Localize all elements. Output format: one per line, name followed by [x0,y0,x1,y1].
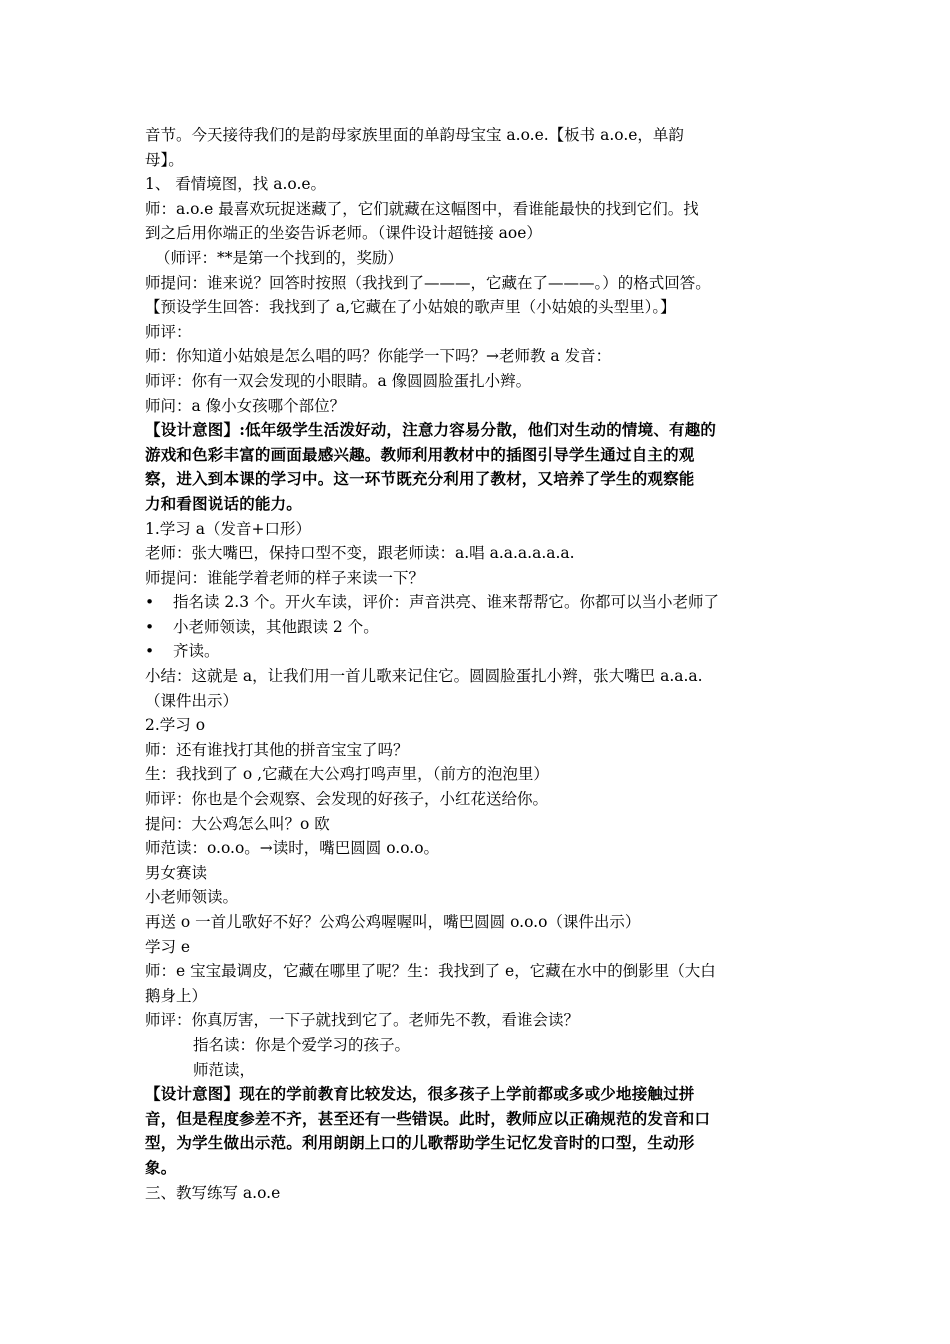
text-line: 师范读， [193,1060,256,1079]
section-heading: 三、教写练写 a.o.e [145,1183,281,1202]
text-line: 师范读：o.o.o。→读时，嘴巴圆圆 o.o.o。 [145,839,440,858]
text-line: 小结：这就是 a，让我们用一首儿歌来记住它。圆圆脸蛋扎小辫，张大嘴巴 a.a.a. [145,667,703,686]
text-line: 师提问：谁来说？回答时按照（我找到了———，它藏在了———。）的格式回答。 [145,273,711,292]
text-line: （课件出示） [145,691,239,710]
section-heading: 2.学习 o [145,716,206,735]
design-intent-line: 察，进入到本课的学习中。这一环节既充分利用了教材，又培养了学生的观察能 [145,469,695,489]
bullet-icon [145,615,173,640]
section-heading: 学习 e [145,937,191,956]
text-line: 师问：a 像小女孩哪个部位？ [145,396,346,415]
bullet-item [145,615,815,640]
text-line: 鹅身上） [145,986,208,1005]
design-intent-line: 象。 [145,1157,177,1177]
design-intent-line: 型，为学生做出示范。利用朗朗上口的儿歌帮助学生记忆发音时的口型，生动形 [145,1133,695,1153]
text-line: 师：你知道小姑娘是怎么唱的吗？你能学一下吗？→老师教 a 发音： [145,347,612,366]
text-line: 指名读：你是个爱学习的孩子。 [193,1035,411,1054]
text-line: 师：还有谁找打其他的拼音宝宝了吗？ [145,740,409,759]
bullet-item [145,639,815,664]
design-intent-line: 力和看图说话的能力。 [145,493,303,513]
text-line: 师评：你也是个会观察、会发现的好孩子，小红花送给你。 [145,790,549,809]
text-line: （师评：**是第一个找到的，奖励） [155,248,404,267]
design-intent-line: 【设计意图】现在的学前教育比较发达，很多孩子上学前都或多或少地接触过拼 [145,1084,695,1104]
text-line: 音节。今天接待我们的是韵母家族里面的单韵母宝宝 a.o.e.【板书 a.o.e，单韵 [145,126,684,144]
document-page [145,123,815,1205]
bullet-text: 指名读 2.3 个。开火车读，评价：声音洪亮、谁来帮帮它。你都可以当小老师了 [173,593,720,612]
text-line: 师评：你有一双会发现的小眼睛。a 像圆圆脸蛋扎小辫。 [145,371,532,390]
text-line: 师评： [145,322,192,341]
bullet-icon [145,590,173,615]
design-intent-line: 【设计意图】:低年级学生活泼好动，注意力容易分散，他们对生动的情境、有趣的 [145,420,717,440]
text-line: 生：我找到了 o ,它藏在大公鸡打鸣声里，（前方的泡泡里） [145,765,549,784]
text-line: 到之后用你端正的坐姿告诉老师。（课件设计超链接 aoe） [145,224,542,243]
text-line: 提问：大公鸡怎么叫？o 欧 [145,814,330,833]
design-intent-line: 音，但是程度参差不齐，甚至还有一些错误。此时，教师应以正确规范的发音和口 [145,1108,711,1128]
text-line: 师评：你真厉害，一下子就找到它了。老师先不教，看谁会读？ [145,1011,580,1030]
bullet-text: 齐读。 [173,642,220,661]
bullet-item [145,590,815,615]
text-line: 师提问：谁能学着老师的样子来读一下？ [145,568,425,587]
text-line: 再送 o 一首儿歌好不好？公鸡公鸡喔喔叫，嘴巴圆圆 o.o.o（课件出示） [145,913,641,931]
text-line: 【预设学生回答：我找到了 a,它藏在了小姑娘的歌声里（小姑娘的头型里）。】 [145,298,676,317]
design-intent-line: 游戏和色彩丰富的画面最感兴趣。教师利用教材中的插图引导学生通过自主的观 [145,444,695,464]
text-line: 老师：张大嘴巴，保持口型不变，跟老师读：a.唱 a.a.a.a.a.a. [145,544,575,563]
section-heading: 1.学习 a（发音+口形） [145,519,311,538]
bullet-text: 小老师领读，其他跟读 2 个。 [173,617,379,636]
text-line: 师：a.o.e 最喜欢玩捉迷藏了，它们就藏在这幅图中，看谁能最快的找到它们。找 [145,199,699,218]
text-line: 母】。 [145,150,184,169]
bullet-icon [145,639,173,664]
text-line: 男女赛读 [145,863,208,882]
text-line: 师：e 宝宝最调皮，它藏在哪里了呢？生：我找到了 e，它藏在水中的倒影里（大白 [145,962,716,981]
text-line: 小老师领读。 [145,888,239,907]
text-line: 1、 看情境图，找 a.o.e。 [145,175,327,194]
